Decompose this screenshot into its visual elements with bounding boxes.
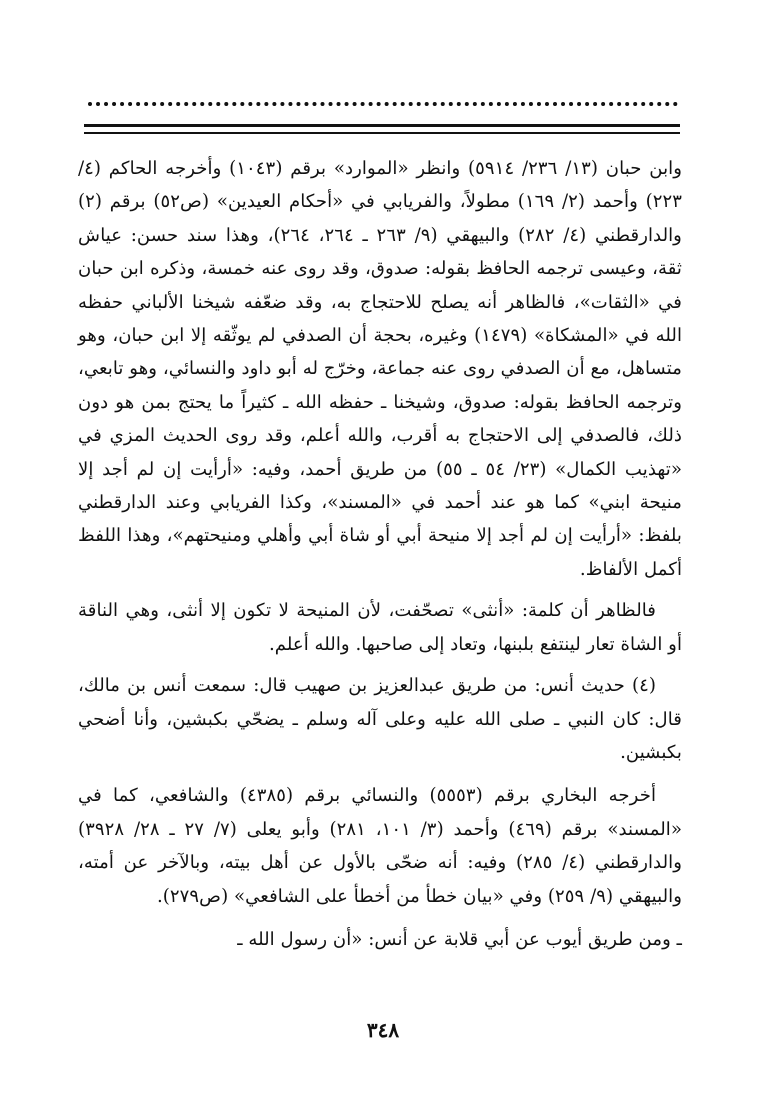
page-number: ٣٤٨: [366, 1018, 400, 1042]
paragraph-bukhari-takhrij: أخرجه البخاري برقم (٥٥٥٣) والنسائي برقم (٤٣٨٥) والشافعي، كما في «المسند» برقم (٤٦٩) وأحمد (٣/ ١٠١، ٢٨١) وأبو يعلى (٧/ ٢٧ ـ ٢٨/ ٣٩٢٨) والدارقطني (٤/ ٢٨٥) وفيه: أنه ضحّى بالأول عن أهل بيته، وبالآخر عن أمته، والبيهقي (٩/ ٢٥٩) وفي «بيان خطأ من أخطأ على الشافعي» (ص٢٧٩).: [78, 785, 682, 907]
header-rule-thick: [84, 124, 680, 127]
paragraph-hadith-anas: (٤) حديث أنس: من طريق عبدالعزيز بن صهيب قال: سمعت أنس بن مالك، قال: كان النبي ـ صلى الله عليه وعلى آله وسلم ـ يضحّي بكبشين، وأنا أضحي بكبشين.: [78, 675, 682, 763]
page-body: [78, 152, 682, 956]
paragraph-takhrij: وابن حبان (١٣/ ٢٣٦/ ٥٩١٤) وانظر «الموارد» برقم (١٠٤٣) وأخرجه الحاكم (٤/ ٢٢٣) وأحمد (٢/ ١٦٩) مطولاً، والفريابي في «أحكام العيدين» (ص٥٢) برقم (٢) والدارقطني (٤/ ٢٨٢) والبيهقي (٩/ ٢٦٣ ـ ٢٦٤، ٢٦٤)، وهذا سند حسن: عياش ثقة، وعيسى ترجمه الحافظ بقوله: صدوق، وقد روى عنه خمسة، وذكره ابن حبان في «الثقات»، فالظاهر أنه يصلح للاحتجاج به، وقد ضعّفه شيخنا الألباني حفظه الله في «المشكاة» (١٤٧٩) وغيره، بحجة أن الصدفي لم يوثّقه إلا ابن حبان، وهو متساهل، مع أن الصدفي روى عنه جماعة، وخرّج له أبو داود والنسائي، وهو تابعي، وترجمه الحافظ بقوله: صدوق، وشيخنا ـ حفظه الله ـ كثيراً ما يحتج بمن هو دون ذلك، فالصدفي إلى الاحتجاج به أقرب، والله أعلم، وقد روى الحديث المزي في «تهذيب الكمال» (٢٣/ ٥٤ ـ ٥٥) من طريق أحمد، وفيه: «أرأيت إن لم أجد إلا منيحة ابني» كما هو عند أحمد في «المسند»، وكذا الفريابي وعند الدارقطني بلفظ: «أرأيت إن لم أجد إلا منيحة أبي أو شاة أبي وأهلي ومنيحتهم»، وهذا اللفظ أكمل الألفاظ.: [78, 158, 682, 580]
dotted-separator: [88, 92, 678, 106]
paragraph-ayyub-chain: ـ ومن طريق أيوب عن أبي قلابة عن أنس: «أن رسول الله ـ: [237, 928, 682, 950]
paragraph-conclusion: فالظاهر أن كلمة: «أنثى» تصحّفت، لأن المنيحة لا تكون إلا أنثى، وهي الناقة أو الشاة تعار لينتفع بلبنها، وتعاد إلى صاحبها. والله أعلم.: [78, 600, 682, 655]
header-rule-thin: [84, 132, 680, 134]
